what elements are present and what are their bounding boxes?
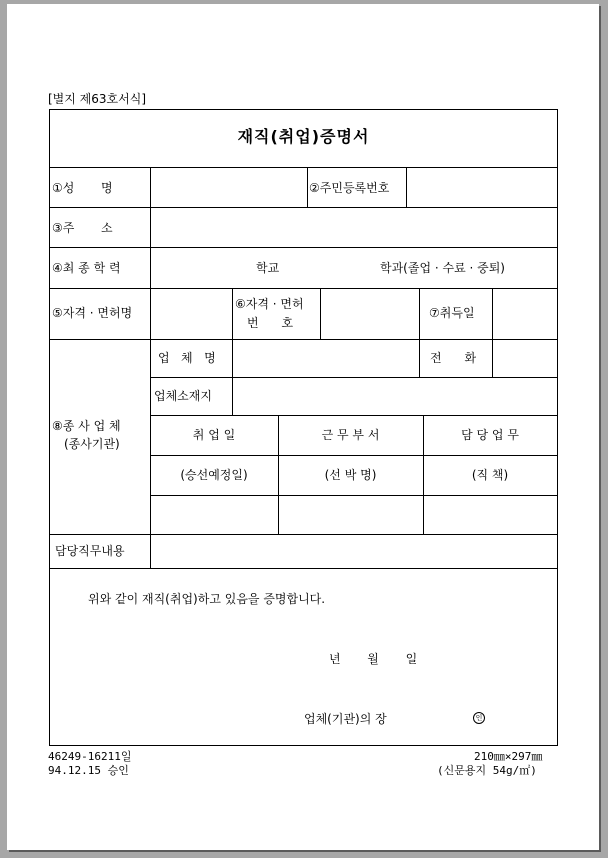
- rule: [49, 288, 558, 289]
- rule: [307, 167, 308, 208]
- school-label: 학교: [256, 261, 280, 275]
- frame-top: [49, 109, 558, 110]
- work-department-label: 근 무 부 서: [321, 428, 380, 442]
- rule: [49, 207, 558, 208]
- license-number-label-2: 번 호: [247, 316, 294, 330]
- employment-date-label: 취 업 일: [192, 428, 236, 442]
- duty-label: 담 당 업 무: [461, 428, 519, 442]
- rule: [150, 167, 151, 569]
- rule: [150, 415, 558, 416]
- resident-number-label: ②주민등록번호: [309, 181, 390, 195]
- paper-size: 210㎜×297㎜: [474, 750, 543, 763]
- address-label: ③주 소: [52, 221, 113, 235]
- rule: [49, 167, 558, 168]
- license-name-label: ⑤자격 · 면허명: [52, 306, 133, 320]
- employer-section-sublabel: (종사기관): [64, 437, 120, 451]
- employer-section-label: ⑧종 사 업 체: [52, 419, 121, 433]
- rule: [492, 288, 493, 377]
- ship-name-label: (선 박 명): [324, 468, 377, 482]
- rule: [150, 495, 558, 496]
- rule: [320, 288, 321, 340]
- rule: [150, 377, 558, 378]
- certification-statement: 위와 같이 재직(취업)하고 있음을 증명합니다.: [88, 592, 326, 606]
- seal-mark: 인: [473, 712, 485, 724]
- rule: [419, 288, 420, 377]
- rule: [232, 288, 233, 340]
- duty-content-label: 담당직무내용: [55, 544, 125, 558]
- name-label: ①성 명: [52, 181, 113, 195]
- rule: [406, 167, 407, 208]
- phone-label: 전 화: [430, 351, 477, 365]
- form-number: [별지 제63호서식]: [48, 92, 146, 106]
- form-title: 재직(취업)증명서: [237, 127, 370, 146]
- education-label: ④최 종 학 력: [52, 261, 121, 275]
- signer-label: 업체(기관)의 장: [304, 712, 387, 726]
- license-number-label-1: ⑥자격 · 면허: [235, 297, 304, 311]
- frame-right: [557, 109, 558, 746]
- position-label: (직 책): [471, 468, 509, 482]
- rule: [49, 339, 558, 340]
- acquired-date-label: ⑦취득일: [429, 306, 475, 320]
- company-address-label: 업체소재지: [154, 389, 212, 403]
- rule: [49, 568, 558, 569]
- rule: [150, 455, 558, 456]
- boarding-date-label: (승선예정일): [180, 468, 248, 482]
- frame-left: [49, 109, 50, 746]
- paper-type: (신문용지 54g/㎡): [437, 764, 537, 777]
- rule: [49, 247, 558, 248]
- rule: [232, 339, 233, 416]
- date-line: 년 월 일: [329, 652, 418, 666]
- company-name-label: 업 체 명: [158, 351, 216, 365]
- approval-date: 94.12.15 승인: [48, 764, 129, 777]
- department-label: 학과(졸업 · 수료 · 중퇴): [380, 261, 505, 275]
- frame-bottom: [49, 745, 558, 746]
- rule: [49, 534, 558, 535]
- form-code: 46249-16211일: [48, 750, 132, 763]
